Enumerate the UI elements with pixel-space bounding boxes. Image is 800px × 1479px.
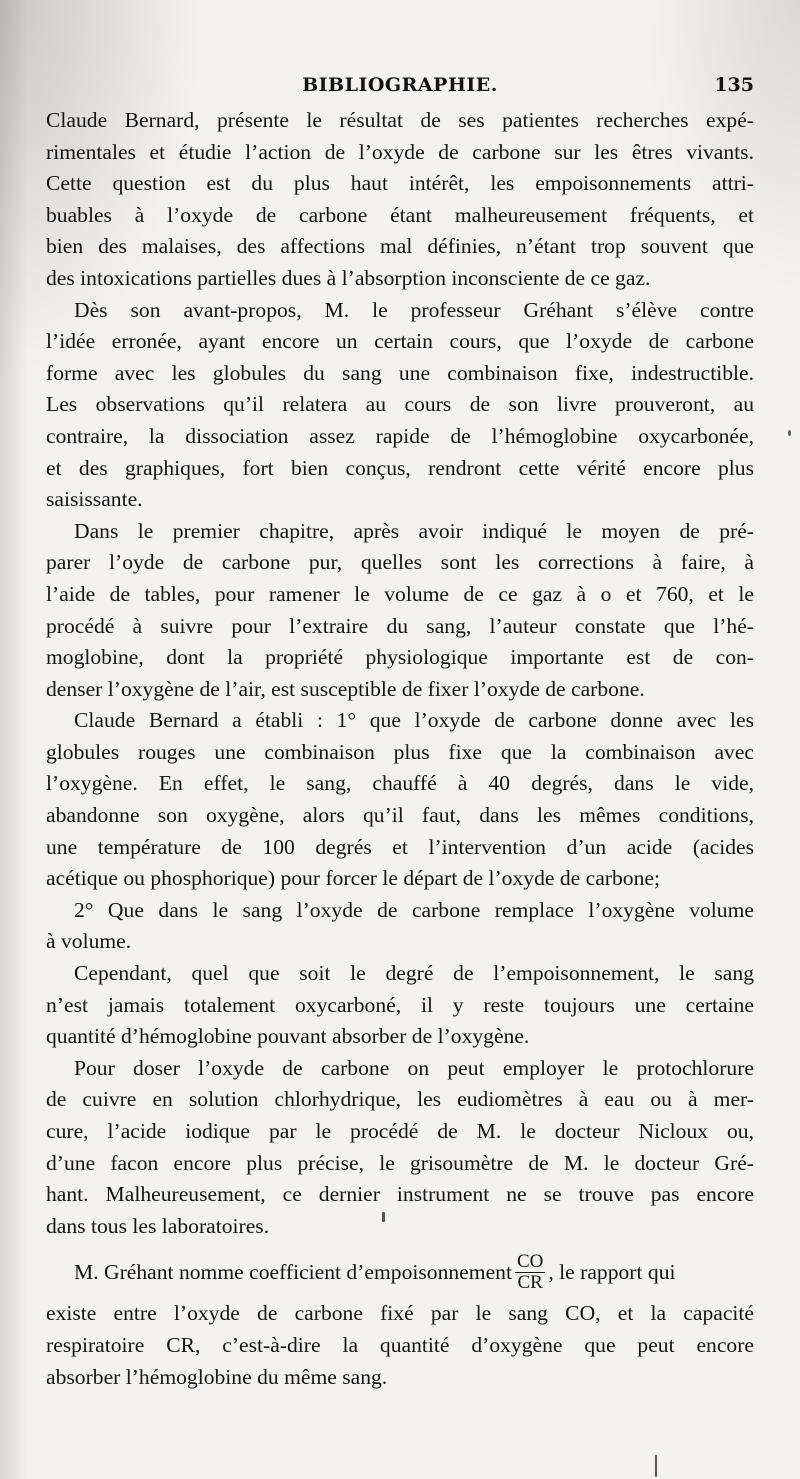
paragraph <box>46 516 754 706</box>
formula-line <box>46 1246 754 1298</box>
page-number: 135 <box>714 74 754 96</box>
formula-paragraph <box>46 1246 754 1393</box>
scan-speck <box>655 1455 657 1477</box>
formula-trail-text: , le rapport qui <box>548 1259 676 1284</box>
text-line: Cette question est du plus haut intérêt, les empoisonnements attri- <box>46 171 754 196</box>
text-line: existe entre l’oxyde de carbone fixé par le sang CO, et la capacité <box>46 1301 754 1326</box>
text-line: Cependant, quel que soit le degré de l’empoisonnement, le sang <box>74 961 754 986</box>
text-line: Dans le premier chapitre, après avoir indiqué le moyen de pré- <box>74 518 754 543</box>
running-head <box>46 66 754 100</box>
text-line: bien des malaises, des affections mal définies, n’étant trop souvent que <box>46 234 754 259</box>
formula-lead-text: M. Gréhant nomme coefficient d’empoisonnement <box>74 1259 512 1284</box>
text-line: et des graphiques, fort bien conçus, rendront cette vérité encore plus <box>46 455 754 480</box>
text-line: globules rouges une combinaison plus fixe que la combinaison avec <box>46 739 754 764</box>
paragraph <box>46 1053 754 1243</box>
text-line: 2° Que dans le sang l’oxyde de carbone remplace l’oxygène volume <box>74 897 754 922</box>
paragraph <box>46 295 754 516</box>
text-line: denser l’oxygène de l’air, est susceptible de fixer l’oxyde de carbone. <box>46 676 645 701</box>
text-line: des intoxications partielles dues à l’absorption inconsciente de ce gaz. <box>46 265 651 290</box>
text-line: à volume. <box>46 929 132 954</box>
text-line: l’aide de tables, pour ramener le volume de ce gaz à o et 760, et le <box>46 581 754 606</box>
text-line: rimentales et étudie l’action de l’oxyde de carbone sur les êtres vivants. <box>46 139 754 164</box>
text-line: n’est jamais totalement oxycarboné, il y reste toujours une certaine <box>46 992 754 1017</box>
paragraph <box>46 958 754 1053</box>
fraction <box>515 1252 545 1293</box>
scan-speck <box>788 430 791 436</box>
text-line: acétique ou phosphorique) pour forcer le départ de l’oxyde de carbone; <box>46 866 660 891</box>
running-head-title: BIBLIOGRAPHIE. <box>302 74 498 96</box>
scan-speck <box>382 1212 385 1222</box>
text-line: Pour doser l’oxyde de carbone on peut employer le protochlorure <box>74 1055 754 1080</box>
paragraph <box>46 705 754 895</box>
text-line: parer l’oyde de carbone pur, quelles sont les corrections à faire, à <box>46 550 754 575</box>
fraction-numerator: CO <box>516 1250 544 1272</box>
text-line: l’oxygène. En effet, le sang, chauffé à 40 degrés, dans le vide, <box>46 771 754 796</box>
text-line: contraire, la dissociation assez rapide de l’hémoglobine oxycarbonée, <box>46 423 754 448</box>
text-line: moglobine, dont la propriété physiologique importante est de con- <box>46 645 754 670</box>
text-line: hant. Malheureusement, ce dernier instrument ne se trouve pas encore <box>46 1182 754 1207</box>
paragraph <box>46 105 754 295</box>
text-line: d’une facon encore plus précise, le grisoumètre de M. le docteur Gré- <box>46 1150 754 1175</box>
text-line: l’idée erronée, ayant encore un certain cours, que l’oxyde de carbone <box>46 329 754 354</box>
text-line: absorber l’hémoglobine du même sang. <box>46 1364 388 1389</box>
text-line: Claude Bernard, présente le résultat de ses patientes recherches expé- <box>46 108 754 132</box>
text-line: quantité d’hémoglobine pouvant absorber de l’oxygène. <box>46 1024 530 1049</box>
paragraph <box>46 895 754 958</box>
text-line: cure, l’acide iodique par le procédé de M. le docteur Nicloux ou, <box>46 1119 754 1143</box>
text-line: saisissante. <box>46 487 143 512</box>
text-line: une température de 100 degrés et l’intervention d’un acide (acides <box>46 834 754 859</box>
body-text <box>46 105 754 1393</box>
text-line: Claude Bernard a établi : 1° que l’oxyde de carbone donne avec les <box>74 708 754 733</box>
text-line: abandonne son oxygène, alors qu’il faut, dans les mêmes conditions, <box>46 803 754 828</box>
text-line: procédé à suivre pour l’extraire du sang, l’auteur constate que l’hé- <box>46 613 754 638</box>
text-line: buables à l’oxyde de carbone étant malheureusement fréquents, et <box>46 202 754 227</box>
text-line: respiratoire CR, c’est-à-dire la quantité d’oxygène que peut encore <box>46 1332 754 1357</box>
text-line: dans tous les laboratoires. <box>46 1213 270 1238</box>
fraction-denominator: CR <box>517 1271 543 1293</box>
text-line: Les observations qu’il relatera au cours de son livre prouveront, au <box>46 392 754 417</box>
text-line: forme avec les globules du sang une combinaison fixe, indestructible. <box>46 360 754 385</box>
text-line: de cuivre en solution chlorhydrique, les eudiomètres à eau ou à mer- <box>46 1087 754 1112</box>
text-line: Dès son avant-propos, M. le professeur Gréhant s’élève contre <box>74 297 754 322</box>
